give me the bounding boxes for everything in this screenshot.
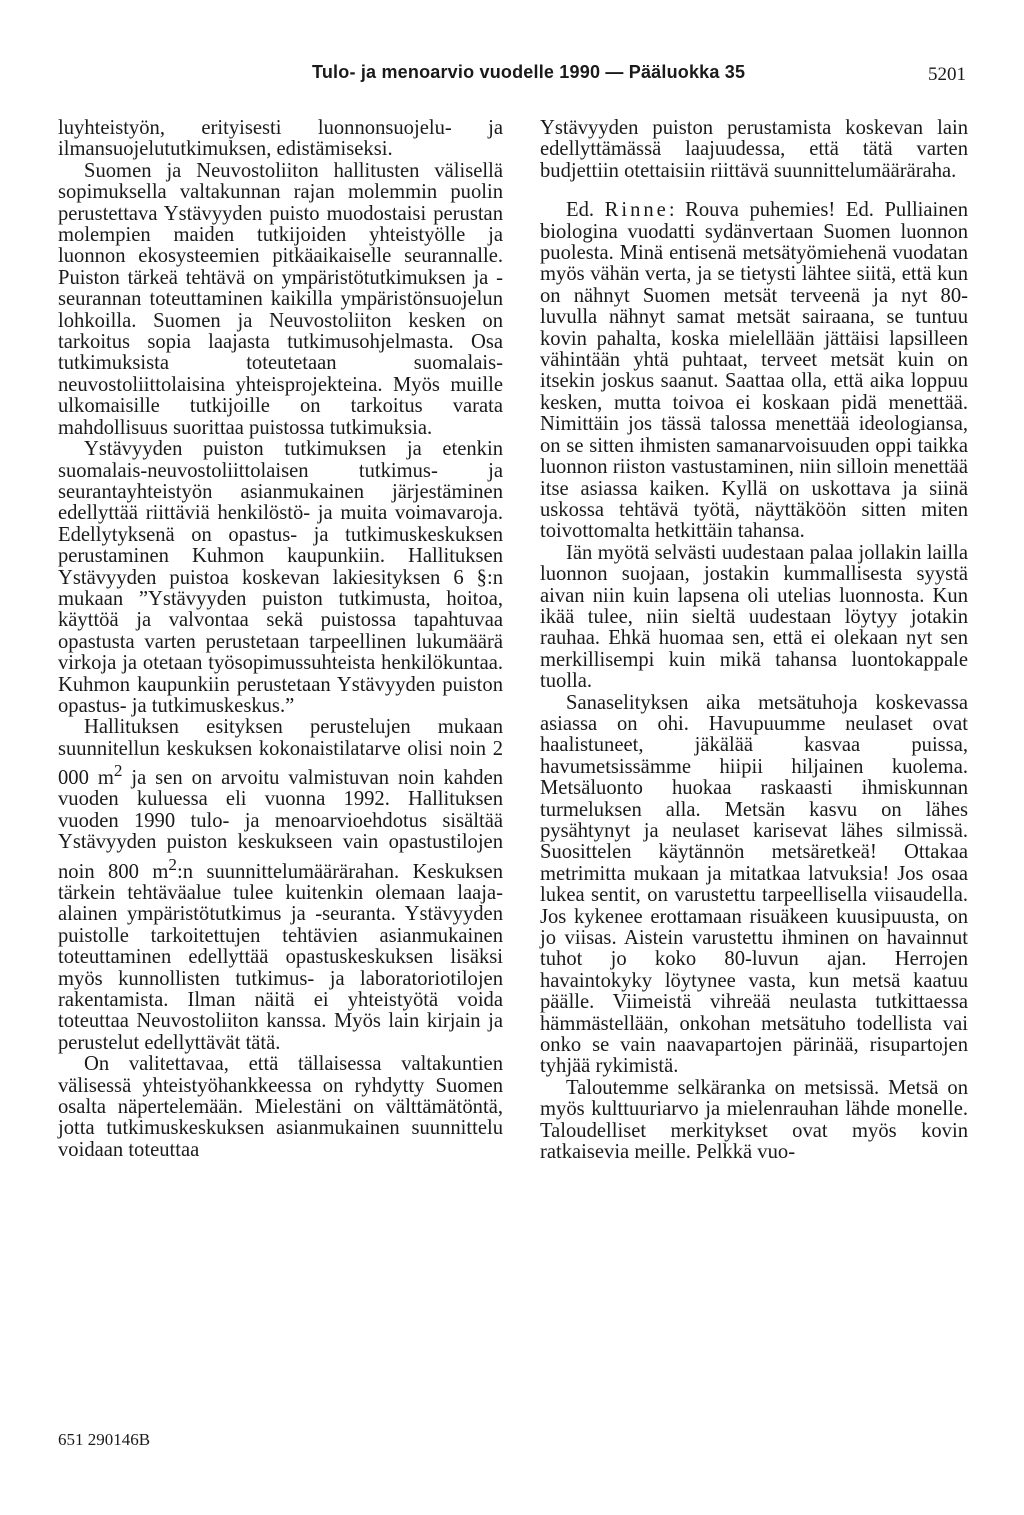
speaker-name: Rinne <box>604 199 669 222</box>
print-code: 651 290146B <box>58 1430 151 1449</box>
left-paragraph-4-part-c: :n suunnittelumäärärahan. Keskuksen tärkein tehtäväalue tulee kuitenkin olemaan laaja-alainen ympäristötutkimus ja -seuranta. Ystävyyden puistolle tarkoitettujen tehtävien asianmukainen toteuttaminen edellyttää opastuskeskuksen lisäksi myös kunnollisten tutkimus- ja laboratoriotilojen rakentamista. Ilman näitä ei yhteistyötä voida toteuttaa Neuvostoliiton kanssa. Myös lain kirjain ja perustelut edellyttävät tätä. <box>58 860 503 1054</box>
speech-text: : Rouva puhemies! Ed. Pulliainen biologina vuodatti sydänvertaan Suomen luonnon puolesta. Minä entisenä metsätyömiehenä vuodatan myös vähän verta, ja se tietysti lähtee siitä, että kun on nähnyt Suomen metsät terveenä ja nyt 80-luvulla nähnyt samat metsät sairaana, se tuntuu kovin pahalta, koska mielellään jättäisi lapsilleen vähintään yhtä puhtaat, terveet metsät kuin on itsekin joskus saanut. Saattaa olla, että aika loppuu kesken, mutta toivoa ei koskaan pidä menettää. Nimittäin jos tässä talossa menettää ideologiansa, on se sitten ihmisten samanarvoisuuden oppi taikka luonnon riiston vastustaminen, niin silloin menettää itse asiassa kaiken. Kyllä on uskottava ja siinä uskossa tehtävä työtä, näyttäköön sitten miten toivottomalta hetkittäin tahansa. <box>540 199 968 543</box>
left-paragraph-2: Suomen ja Neuvostoliiton hallitusten välisellä sopimuksella valtakunnan rajan molemmin puolin perustettava Ystävyyden puisto muodostaisi perustan molempien maiden tutkijoiden yhteistyölle ja luonnon ekosysteemien pitkäaikaiselle seurannalle. Puiston tärkeä tehtävä on ympäristötutkimuksen ja -seurannan toteuttaminen kaikilla ympäristönsuojelun lohkoilla. Suomen ja Neuvostoliiton kesken on tarkoitus sopia laajasta tutkimusohjelmasta. Osa tutkimuksista toteutetaan suomalais-neuvostoliittolaisina yhteisprojekteina. Myös muille ulkomaisille tutkijoille on tarkoitus varata mahdollisuus suorittaa puistossa tutkimuksia. <box>58 159 503 439</box>
right-column <box>540 118 968 1164</box>
left-paragraph-4 <box>58 717 503 1054</box>
running-title: Tulo- ja menoarvio vuodelle 1990 — Pääluokka 35 <box>312 62 746 82</box>
right-paragraph-5: Taloutemme selkäranka on metsissä. Metsä on myös kulttuuriarvo ja mielenrauhan lähde monelle. Taloudelliset merkitykset ovat myös kovin ratkaisevia meille. Pelkkä vuo- <box>540 1076 968 1164</box>
superscript-2: 2 <box>168 854 177 874</box>
right-paragraph-4: Sanaselityksen aika metsätuhoja koskevassa asiassa on ohi. Havupuumme neulaset ovat haalistuneet, jäkälää kasvaa puissa, havumetsissämme hiipii hiljainen kuolema. Metsäluonto huokaa raskaasti ihmiskunnan turmeluksen alla. Metsän kasvu on lähes pysähtynyt ja neulaset karisevat lähes silmissä. Suosittelen käytännön metsäretkeä! Ottakaa metrimitta mukaan ja mitatkaa latvuksia! Jos osaa lukea sentit, on varustettu tarpeellisella viisaudella. Jos kykenee erottamaan risuäkeen kuusipuusta, on jo viisas. Aistein varustettu ihminen on havainnut tuhot jo koko 80-luvun ajan. Herrojen havaintokyky löytynee vasta, kun metsä kaatuu päälle. Viimeistä vihreää neulasta tutkittaessa hämmästellään, onkohan metsätuho todellista vai onko se vain naavapartojen pärinää, risupartojen tyhjää rykimistä. <box>540 691 968 1078</box>
right-paragraph-1: Ystävyyden puiston perustamista koskevan lain edellyttämässä laajuudessa, että tätä varten budjettiin otettaisiin riittävä suunnittelumääräraha. <box>540 117 968 182</box>
left-paragraph-4-part-b: ja sen on arvoitu valmistuvan noin kahden vuoden kuluessa eli vuonna 1992. Hallituksen vuoden 1990 tulo- ja menoarvioehdotus sisältää Ystävyyden puiston keskukseen vain opastustilojen noin 800 m <box>58 767 504 883</box>
left-paragraph-4-part-a: Hallituksen esityksen perustelujen mukaan suunnitellun keskuksen kokonaistilatarve olisi noin 2 000 m <box>58 716 503 790</box>
page-header <box>0 62 1024 92</box>
left-column <box>58 118 503 1161</box>
speech-rinne <box>540 200 968 543</box>
left-paragraph-1: luyhteistyön, erityisesti luonnonsuojelu- ja ilmansuojelututkimuksen, edistämiseksi. <box>58 117 503 161</box>
right-paragraph-3: Iän myötä selvästi uudestaan palaa jollakin lailla luonnon suojaan, jostakin kummallisesta syystä aivan niin kuin lapsena oli utelias luonnosta. Kun ikää tulee, niin sieltä uudestaan löytyy jotakin rauhaa. Ehkä huomaa sen, että ei olekaan nyt sen merkillisempi kuin mikä tahansa luontokappale tuolla. <box>540 541 968 693</box>
speaker-prefix: Ed. <box>566 199 605 222</box>
left-paragraph-5: On valitettavaa, että tällaisessa valtakuntien välisessä yhteistyöhankkeessa on ryhdytty Suomen osalta näpertelemään. Mielestäni on välttämätöntä, jotta tutkimuskeskuksen asianmukainen suunnittelu voidaan toteuttaa <box>58 1053 503 1161</box>
page-number: 5201 <box>928 64 966 85</box>
superscript-2: 2 <box>113 761 123 781</box>
left-paragraph-3: Ystävyyden puiston tutkimuksen ja etenkin suomalais-neuvostoliittolaisen tutkimus- ja seurantayhteistyön asianmukainen järjestäminen edellyttää riittäviä henkilöstö- ja muita voimavaroja. Edellytyksenä on opastus- ja tutkimuskeskuksen perustaminen Kuhmon kaupunkiin. Hallituksen Ystävyyden puistoa koskevan lakiesityksen 6 §:n mukaan ”Ystävyyden puiston tutkimusta, hoitoa, käyttöä ja valvontaa sekä puistossa tapahtuvaa opastusta varten perustetaan tarpeellinen lukumäärä virkoja ja otetaan työsopimussuhteista henkilökuntaa. Kuhmon kaupunkiin perustetaan Ystävyyden puiston opastus- ja tutkimuskeskus.” <box>58 438 503 717</box>
